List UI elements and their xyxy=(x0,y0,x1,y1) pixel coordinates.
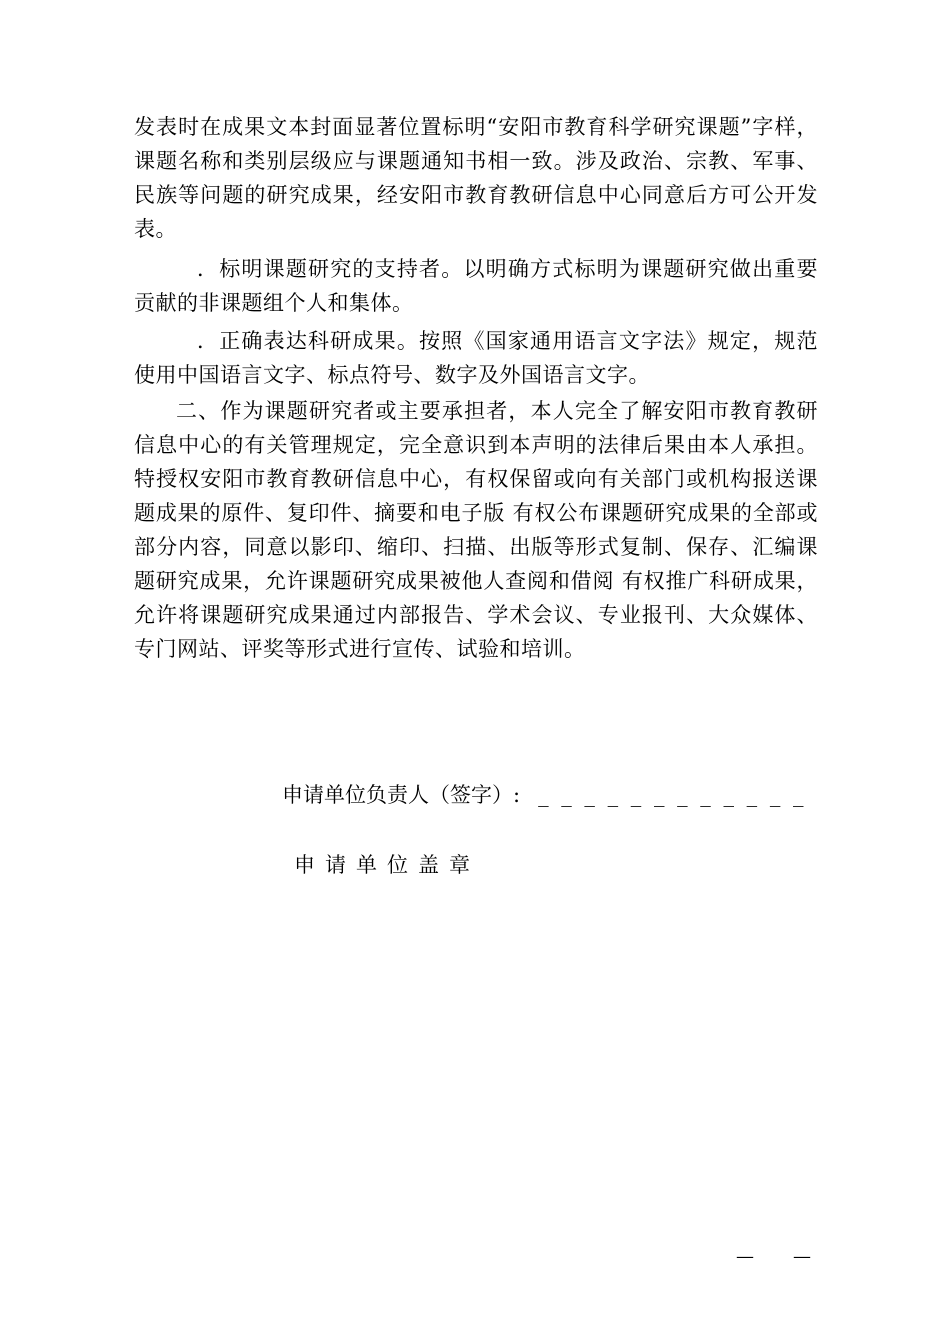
paragraph-supporters: ．标明课题研究的支持者。以明确方式标明为课题研究做出重要贡献的非课题组个人和集体。 xyxy=(134,257,818,315)
signature-line xyxy=(282,778,807,812)
page-number-left-dash: — xyxy=(736,1246,754,1267)
signature-label: 申请单位负责人（签字）: xyxy=(282,783,521,807)
paragraph-correct-expression: ．正确表达科研成果。按照《国家通用语言文字法》规定，规范使用中国语言文字、标点符号、数字及外国语言文字。 xyxy=(134,329,818,387)
page-number-right-dash: — xyxy=(793,1246,811,1267)
signature-blank: _ _ _ _ _ _ _ _ _ _ _ _ xyxy=(538,783,807,807)
seal-label: 申请单位盖章 xyxy=(294,853,480,877)
paragraph-authorization: 二、作为课题研究者或主要承担者，本人完全了解安阳市教育教研信息中心的有关管理规定，完全意识到本声明的法律后果由本人承担。特授权安阳市教育教研信息中心，有权保留或向有关部门或机构报送课题成果的原件、复印件、摘要和电子版 有权公布课题研究成果的全部或部分内容，同意以影印、缩印、扫描、出版等形式复制、保存、汇编课题研究成果，允许课题研究成果被他人查阅和借阅 有权推广科研成果，允许将课题研究成果通过内部报告、学术会议、专业报刊、大众媒体、专门网站、评奖等形式进行宣传、试验和培训。 xyxy=(134,399,818,661)
paragraph-publication-notice: 发表时在成果文本封面显著位置标明“安阳市教育科学研究课题”字样，课题名称和类别层级应与课题通知书相一致。涉及政治、宗教、军事、民族等问题的研究成果，经安阳市教育教研信息中心同意后方可公开发表。 xyxy=(134,115,818,241)
